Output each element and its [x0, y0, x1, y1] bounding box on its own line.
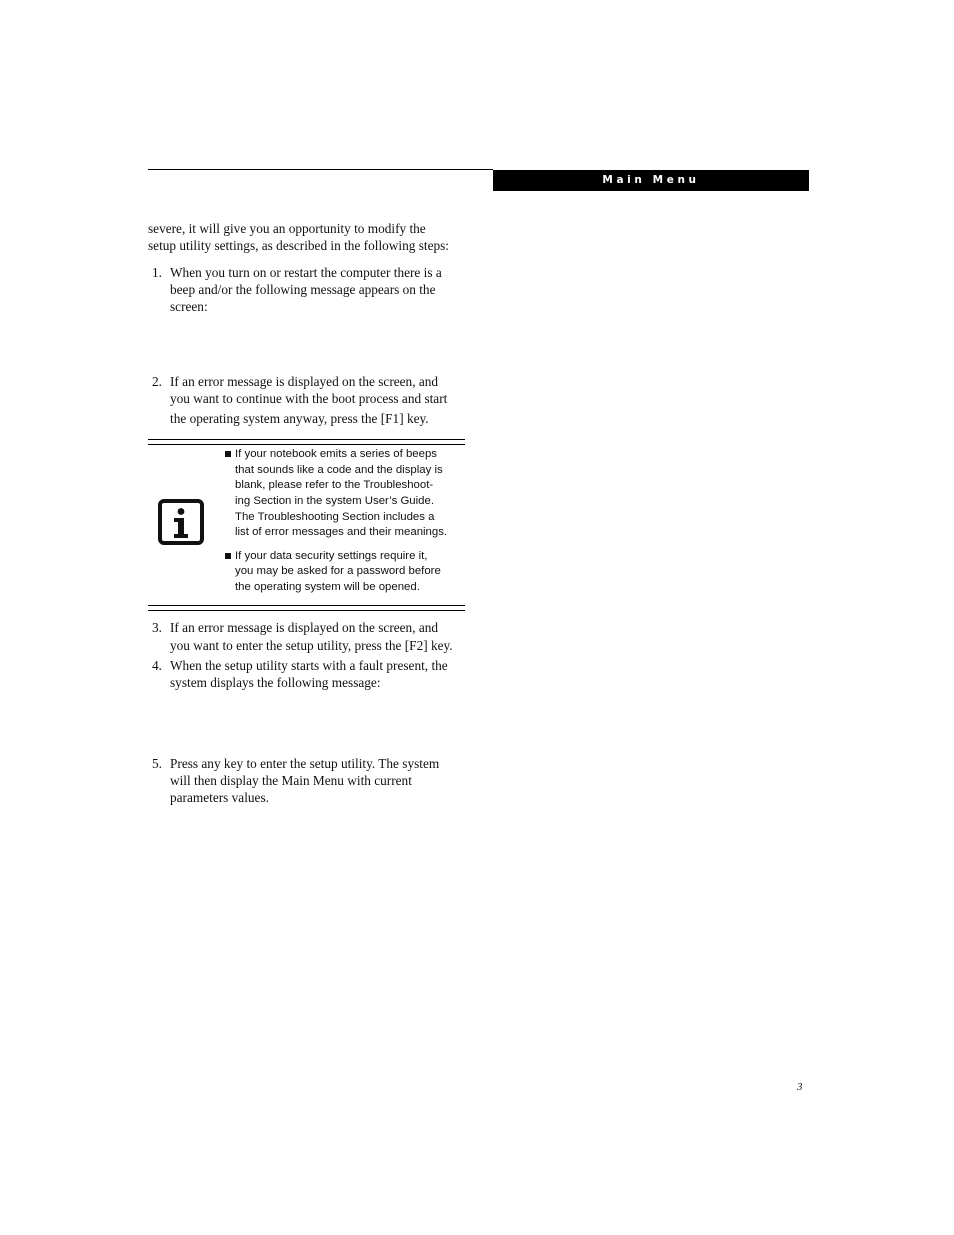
step-line: system displays the following message:: [170, 675, 381, 690]
step-line: beep and/or the following message appears on the: [170, 282, 436, 297]
intro-line-1: severe, it will give you an opportunity to modify the: [148, 221, 426, 236]
step-line: If an error message is displayed on the screen, and: [170, 374, 439, 389]
step-number: 1.: [152, 265, 162, 280]
step-line: parameters values.: [170, 790, 269, 805]
step-line: you want to continue with the boot process and start: [170, 391, 448, 406]
note-line: The Troubleshooting Section includes a: [235, 511, 435, 523]
step-line: you want to enter the setup utility, press the [F2] key.: [170, 638, 453, 653]
step-line: If an error message is displayed on the screen, and: [170, 620, 439, 635]
note-line: If your data security settings require it,: [235, 550, 428, 562]
step-line: the operating system anyway, press the [F1] key.: [170, 411, 429, 426]
bullet-marker: [225, 451, 231, 457]
info-icon: [158, 499, 204, 545]
step-line: When you turn on or restart the computer there is a: [170, 265, 442, 280]
section-header: Main Menu: [493, 170, 809, 191]
step-line: will then display the Main Menu with current: [170, 773, 412, 788]
page-number: 3: [797, 1081, 803, 1093]
step-number: 2.: [152, 374, 162, 389]
bullet-marker: [225, 553, 231, 559]
intro-line-2: setup utility settings, as described in the following steps:: [148, 238, 449, 253]
note-line: list of error messages and their meanings.: [235, 526, 448, 538]
note-line: blank, please refer to the Troubleshoot-: [235, 479, 434, 491]
note-line: ing Section in the system User’s Guide.: [235, 495, 435, 507]
step-line: screen:: [170, 299, 208, 314]
step-line: When the setup utility starts with a fault present, the: [170, 658, 448, 673]
note-line: the operating system will be opened.: [235, 581, 420, 593]
step-number: 4.: [152, 658, 162, 673]
step-line: Press any key to enter the setup utility. The system: [170, 756, 440, 771]
note-line: you may be asked for a password before: [235, 565, 441, 577]
note-top-rule: [148, 439, 465, 445]
note-line: that sounds like a code and the display is: [235, 464, 443, 476]
header-rule: [148, 169, 493, 170]
step-number: 3.: [152, 620, 162, 635]
step-number: 5.: [152, 756, 162, 771]
note-bottom-rule: [148, 605, 465, 611]
note-line: If your notebook emits a series of beeps: [235, 448, 437, 460]
